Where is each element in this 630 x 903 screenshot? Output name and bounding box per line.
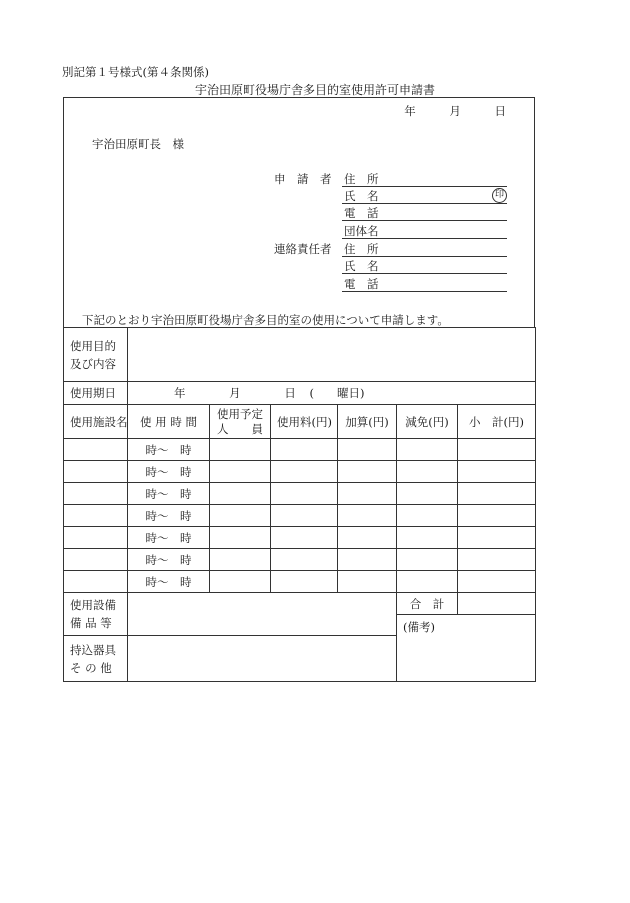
applicant-name-line[interactable]: [342, 203, 507, 204]
date-month: 月: [449, 104, 461, 118]
subtotal-cell[interactable]: [458, 483, 536, 505]
people-cell[interactable]: [210, 483, 271, 505]
surcharge-cell[interactable]: [338, 571, 397, 593]
time-cell[interactable]: 時～ 時: [128, 461, 210, 483]
surcharge-cell[interactable]: [338, 549, 397, 571]
people-cell[interactable]: [210, 439, 271, 461]
subtotal-cell[interactable]: [458, 527, 536, 549]
time-cell[interactable]: 時～ 時: [128, 483, 210, 505]
date-year: 年: [404, 104, 416, 118]
col-surcharge: 加算(円): [338, 405, 397, 439]
period-day: 日: [284, 386, 296, 400]
carry-in-input[interactable]: [128, 636, 397, 682]
remarks-cell[interactable]: [397, 615, 536, 682]
discount-cell[interactable]: [397, 549, 458, 571]
subtotal-cell[interactable]: [458, 439, 536, 461]
surcharge-cell[interactable]: [338, 505, 397, 527]
col-people-line2: 人 員: [217, 421, 263, 436]
contact-role-label: 連絡責任者: [274, 242, 332, 256]
period-row: [64, 382, 536, 405]
purpose-input[interactable]: [128, 328, 536, 382]
fee-cell[interactable]: [271, 439, 338, 461]
column-header-row: [64, 405, 536, 439]
time-cell[interactable]: 時～ 時: [128, 505, 210, 527]
col-fee: 使用料(円): [271, 405, 338, 439]
fee-cell[interactable]: [271, 505, 338, 527]
discount-cell[interactable]: [397, 527, 458, 549]
period-month: 月: [229, 386, 241, 400]
applicant-group-label: 団体名: [344, 224, 379, 238]
purpose-label: [64, 328, 128, 382]
applicant-name-label: 氏 名: [344, 189, 379, 203]
contact-address-line[interactable]: [342, 256, 507, 257]
col-subtotal: 小 計(円): [458, 405, 536, 439]
date-day: 日: [494, 104, 506, 118]
equipment-total-row: [64, 593, 536, 615]
table-row: [64, 461, 536, 483]
contact-phone-label: 電 話: [344, 277, 379, 291]
table-row: [64, 549, 536, 571]
equipment-label-line1: 使用設備: [70, 598, 116, 612]
col-discount: 減免(円): [397, 405, 458, 439]
surcharge-cell[interactable]: [338, 439, 397, 461]
facility-cell[interactable]: [64, 461, 128, 483]
people-cell[interactable]: [210, 571, 271, 593]
fee-cell[interactable]: [271, 461, 338, 483]
period-label: 使用期日: [64, 382, 128, 405]
discount-cell[interactable]: [397, 483, 458, 505]
table-row: [64, 483, 536, 505]
discount-cell[interactable]: [397, 439, 458, 461]
fee-cell[interactable]: [271, 571, 338, 593]
total-value[interactable]: [458, 593, 536, 615]
addressee: 宇治田原町長 様: [92, 137, 184, 151]
carry-in-label-line2: そ の 他: [70, 660, 112, 675]
discount-cell[interactable]: [397, 505, 458, 527]
col-people-line1: 使用予定: [217, 406, 263, 421]
surcharge-cell[interactable]: [338, 483, 397, 505]
facility-cell[interactable]: [64, 439, 128, 461]
applicant-role-label: 申 請 者: [274, 172, 332, 186]
applicant-phone-label: 電 話: [344, 206, 379, 220]
contact-phone-line[interactable]: [342, 291, 507, 292]
total-label: 合 計: [397, 593, 458, 615]
surcharge-cell[interactable]: [338, 461, 397, 483]
form-number-label: 別記第１号様式(第４条関係): [62, 65, 209, 79]
facility-cell[interactable]: [64, 549, 128, 571]
applicant-group-line[interactable]: [342, 238, 507, 239]
applicant-address-line[interactable]: [342, 186, 507, 187]
time-cell[interactable]: 時～ 時: [128, 571, 210, 593]
people-cell[interactable]: [210, 549, 271, 571]
subtotal-cell[interactable]: [458, 461, 536, 483]
facility-cell[interactable]: [64, 483, 128, 505]
period-year: 年: [174, 386, 186, 400]
applicant-phone-line[interactable]: [342, 220, 507, 221]
period-weekday: ( 曜日): [309, 386, 365, 400]
people-cell[interactable]: [210, 505, 271, 527]
people-cell[interactable]: [210, 527, 271, 549]
contact-name-label: 氏 名: [344, 259, 379, 273]
carry-in-label: [64, 636, 128, 682]
fee-cell[interactable]: [271, 549, 338, 571]
form-title: 宇治田原町役場庁舎多目的室使用許可申請書: [194, 83, 435, 97]
seal-mark: 印: [492, 188, 507, 203]
fee-cell[interactable]: [271, 527, 338, 549]
people-cell[interactable]: [210, 461, 271, 483]
surcharge-cell[interactable]: [338, 527, 397, 549]
discount-cell[interactable]: [397, 461, 458, 483]
facility-cell[interactable]: [64, 505, 128, 527]
col-people: [210, 405, 271, 439]
carry-in-label-line1: 持込器具: [70, 642, 116, 657]
period-input[interactable]: [128, 382, 536, 405]
time-cell[interactable]: 時～ 時: [128, 549, 210, 571]
table-row: [64, 505, 536, 527]
equipment-label-line2: 備 品 等: [70, 616, 112, 630]
application-date: [404, 103, 506, 119]
col-facility: 使用施設名: [64, 405, 128, 439]
equipment-input[interactable]: [128, 593, 397, 636]
subtotal-cell[interactable]: [458, 549, 536, 571]
facility-cell[interactable]: [64, 571, 128, 593]
table-row: [64, 571, 536, 593]
usage-table: [63, 327, 536, 682]
application-header-box: [63, 97, 535, 328]
remarks-label: (備考): [403, 620, 435, 634]
subtotal-cell[interactable]: [458, 571, 536, 593]
fee-cell[interactable]: [271, 483, 338, 505]
time-cell[interactable]: 時～ 時: [128, 527, 210, 549]
time-cell[interactable]: 時～ 時: [128, 439, 210, 461]
table-row: [64, 527, 536, 549]
purpose-row: [64, 328, 536, 382]
application-statement: 下記のとおり宇治田原町役場庁舎多目的室の使用について申請します。: [82, 313, 449, 327]
subtotal-cell[interactable]: [458, 505, 536, 527]
contact-name-line[interactable]: [342, 273, 507, 274]
purpose-label-line1: 使用目的: [70, 338, 116, 353]
applicant-address-label: 住 所: [344, 172, 379, 186]
col-time: 使 用 時 間: [128, 405, 210, 439]
table-row: [64, 439, 536, 461]
purpose-label-line2: 及び内容: [70, 356, 116, 371]
discount-cell[interactable]: [397, 571, 458, 593]
contact-address-label: 住 所: [344, 242, 379, 256]
equipment-label: [64, 593, 128, 636]
facility-cell[interactable]: [64, 527, 128, 549]
